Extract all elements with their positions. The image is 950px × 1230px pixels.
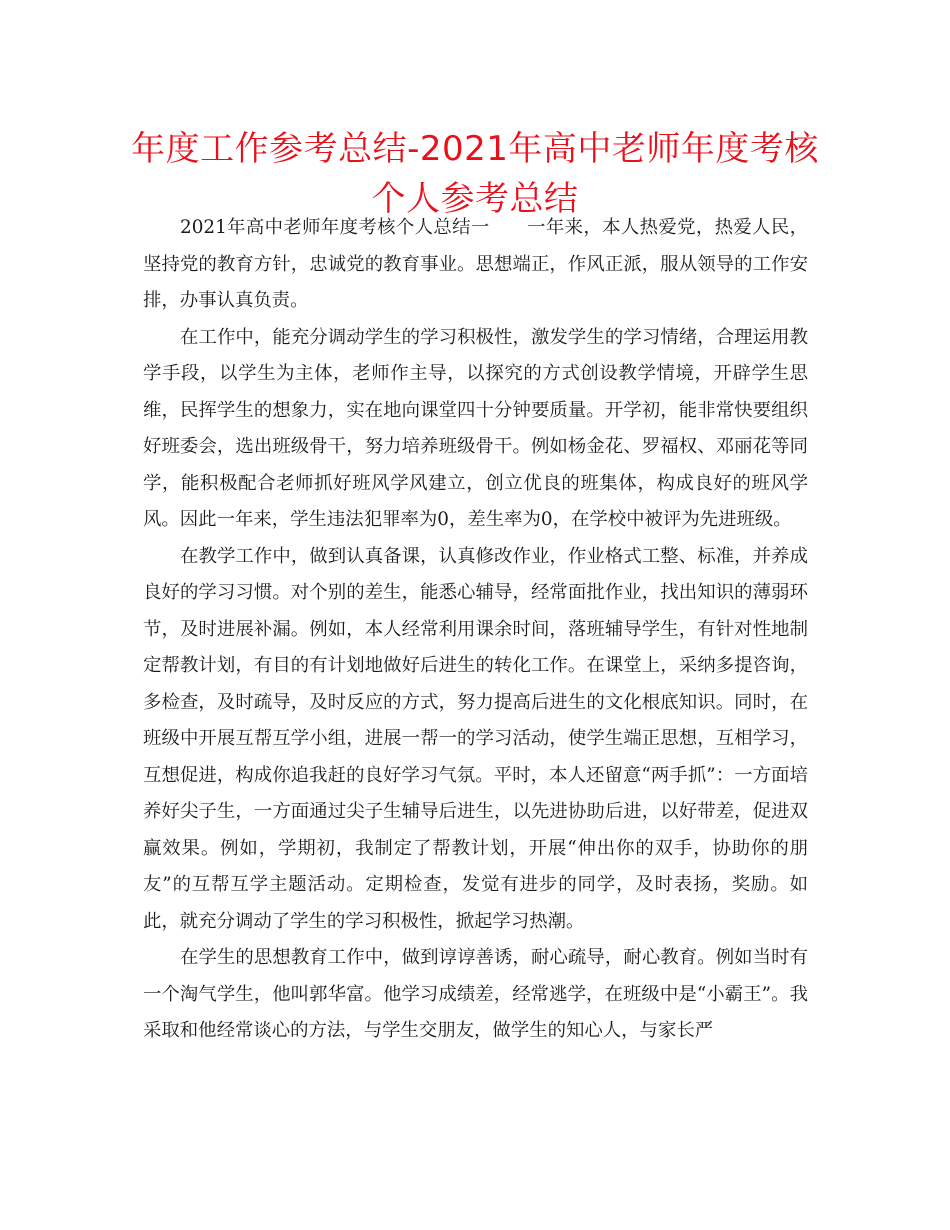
- body-paragraph: 在学生的思想教育工作中，做到谆谆善诱，耐心疏导，耐心教育。例如当时有一个淘气学生，他叫郭华富。他学习成绩差，经常逃学，在班级中是“小霸王”。我采取和他经常谈心的方法，与学生交朋友，做学生的知心人，与家长严: [143, 947, 808, 1041]
- body-paragraph: 在工作中，能充分调动学生的学习积极性，激发学生的学习情绪，合理运用教学手段，以学生为主体，老师作主导，以探究的方式创设教学情境，开辟学生思维，民挥学生的想象力，实在地向课堂四十分钟要质量。开学初，能非常快要组织好班委会，选出班级骨干，努力培养班级骨干。例如杨金花、罗福权、邓丽花等同学，能积极配合老师抓好班风学风建立，创立优良的班集体，构成良好的班风学风。因此一年来，学生违法犯罪率为0，差生率为0，在学校中被评为先进班级。: [143, 326, 808, 530]
- document-body: [143, 210, 808, 1050]
- body-paragraph: 在教学工作中，做到认真备课，认真修改作业，作业格式工整、标准，并养成良好的学习习惯。对个别的差生，能悉心辅导，经常面批作业，找出知识的薄弱环节，及时进展补漏。例如，本人经常利用课余时间，落班辅导学生，有针对性地制定帮教计划，有目的有计划地做好后进生的转化工作。在课堂上，采纳多提咨询，多检查，及时疏导，及时反应的方式，努力提高后进生的文化根底知识。同时，在班级中开展互帮互学小组，进展一帮一的学习活动，使学生端正思想，互相学习，互想促进，构成你追我赶的良好学习气氛。平时，本人还留意“两手抓”：一方面培养好尖子生，一方面通过尖子生辅导后进生，以先进协助后进，以好带差，促进双赢效果。例如，学期初，我制定了帮教计划，开展“伸出你的双手，协助你的朋友”的互帮互学主题活动。定期检查，发觉有进步的同学，及时表扬，奖励。如此，就充分调动了学生的学习积极性，掀起学习热潮。: [143, 545, 808, 932]
- document-title: 年度工作参考总结-2021年高中老师年度考核个人参考总结: [131, 129, 819, 219]
- body-paragraph: 2021年高中老师年度考核个人总结一 一年来，本人热爱党，热爱人民，坚持党的教育方针，忠诚党的教育事业。思想端正，作风正派，服从领导的工作安排，办事认真负责。: [143, 217, 808, 311]
